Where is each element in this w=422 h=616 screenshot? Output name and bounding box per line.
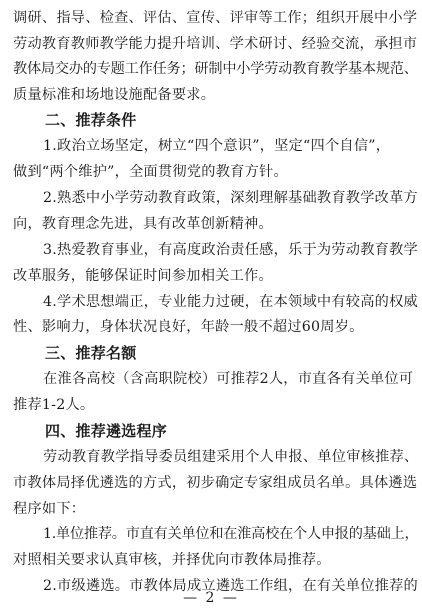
- section-heading-recommend-conditions: 二、推荐条件: [45, 111, 137, 129]
- body-text-line: 改革服务，能够保证时间参加相关工作。: [13, 268, 273, 284]
- body-text-line: 在淮各高校（含高职院校）可推荐2人，市直各有关单位可: [43, 371, 414, 387]
- body-text-line: 教体局交办的专题工作任务；研制中小学劳动教育教学基本规范、: [13, 61, 418, 77]
- list-item-text: 3.热爱教育事业，有高度政治责任感，乐于为劳动教育教学: [43, 242, 418, 258]
- body-text-line: 程序如下：: [13, 501, 86, 517]
- body-text-line: 劳动教育教师教学能力提升培训、学术研讨、经验交流，承担市: [13, 36, 418, 52]
- list-item-text: 1.政治立场坚定，树立“四个意识”，坚定“四个自信”，: [43, 138, 391, 154]
- body-text-line: 劳动教育教学指导委员组建采用个人申报、单位审核推荐、: [43, 449, 419, 465]
- body-text-line: 质量标准和场地设施配备要求。: [13, 87, 216, 103]
- section-heading-recommend-quota: 三、推荐名额: [45, 344, 137, 362]
- section-heading-selection-procedure: 四、推荐遴选程序: [45, 422, 168, 440]
- body-text-line: 做到“两个维护”，全面贯彻党的教育方针。: [13, 164, 288, 180]
- body-text-line: 市教体局择优遴选的方式，初步确定专家组成员名单。具体遴选: [13, 475, 418, 491]
- body-text-line: 性、影响力，身体状况良好，年龄一般不超过60周岁。: [13, 319, 364, 335]
- list-item-text: 2.熟悉中小学劳动教育政策，深刻理解基础教育教学改革方: [43, 190, 418, 206]
- body-text-line: 调研、指导、检查、评估、宣传、评审等工作；组织开展中小学: [13, 10, 418, 26]
- body-text-line: 向，教育理念先进，具有改革创新精神。: [13, 216, 273, 232]
- list-item-text: 4.学术思想端正，专业能力过硬，在本领域中有较高的权威: [43, 294, 418, 310]
- body-text-line: 对照相关要求认真审核，并择优向市教体局推荐。: [13, 552, 331, 568]
- list-item-text: 2.市级遴选。市教体局成立遴选工作组，在有关单位推荐的: [43, 578, 418, 594]
- body-text-line: 推荐1-2人。: [13, 397, 95, 413]
- list-item-text: 1.单位推荐。市直有关单位和在淮高校在个人申报的基础上，: [43, 526, 419, 542]
- page-number: — 2 —: [183, 590, 239, 606]
